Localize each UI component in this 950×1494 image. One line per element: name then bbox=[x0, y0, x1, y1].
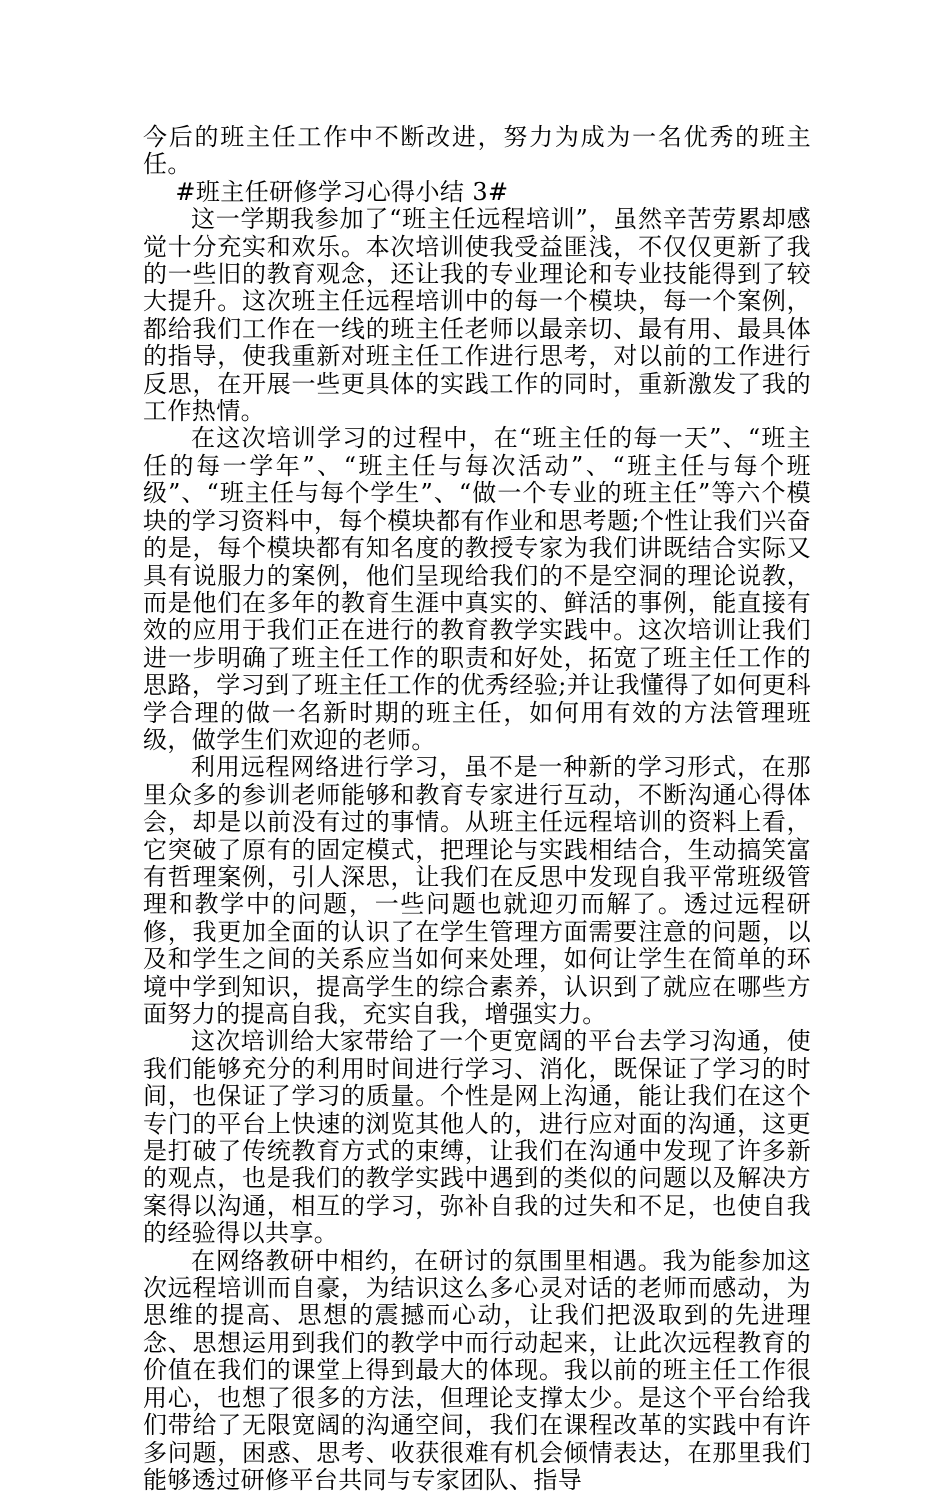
paragraph: 在这次培训学习的过程中，在“班主任的每一天”、“班主任的每一学年”、“班主任与每次活动”、“班主任与每个班级”、“班主任与每个学生”、“做一个专业的班主任”等六个模块的学习资料中，每个模块都有作业和思考题;个性让我们兴奋的是，每个模块都有知名度的教授专家为我们讲既结合实际又具有说服力的案例，他们呈现给我们的不是空洞的理论说教，而是他们在多年的教育生涯中真实的、鲜活的事例，能直接有效的应用于我们正在进行的教育教学实践中。这次培训让我们进一步明确了班主任工作的职责和好处，拓宽了班主任工作的思路，学习到了班主任工作的优秀经验;并让我懂得了如何更科学合理的做一名新时期的班主任，如何用有效的方法管理班级，做学生们欢迎的老师。 bbox=[143, 424, 811, 754]
paragraph: 这次培训给大家带给了一个更宽阔的平台去学习沟通，使我们能够充分的利用时间进行学习、消化，既保证了学习的时间，也保证了学习的质量。个性是网上沟通，能让我们在这个专门的平台上快速的浏览其他人的，进行应对面的沟通，这更是打破了传统教育方式的束缚，让我们在沟通中发现了许多新的观点，也是我们的教学实践中遇到的类似的问题以及解决方案得以沟通，相互的学习，弥补自我的过失和不足，也使自我的经验得以共享。 bbox=[143, 1027, 811, 1248]
paragraph: 这一学期我参加了“班主任远程培训”，虽然辛苦劳累却感觉十分充实和欢乐。本次培训使我受益匪浅，不仅仅更新了我的一些旧的教育观念，还让我的专业理论和专业技能得到了较大提升。这次班主任远程培训中的每一个模块，每一个案例，都给我们工作在一线的班主任老师以最亲切、最有用、最具体的指导，使我重新对班主任工作进行思考，对以前的工作进行反思，在开展一些更具体的实践工作的同时，重新激发了我的工作热情。 bbox=[143, 205, 811, 426]
document-body bbox=[143, 124, 811, 1494]
paragraph: 利用远程网络进行学习，虽不是一种新的学习形式，在那里众多的参训老师能够和教育专家进行互动，不断沟通心得体会，却是以前没有过的事情。从班主任远程培训的资料上看，它突破了原有的固定模式，把理论与实践相结合，生动搞笑富有哲理案例，引人深思，让我们在反思中发现自我平常班级管理和教学中的问题，一些问题也就迎刃而解了。透过远程研修，我更加全面的认识了在学生管理方面需要注意的问题，以及和学生之间的关系应当如何来处理，如何让学生在简单的环境中学到知识，提高学生的综合素养，认识到了就应在哪些方面努力的提高自我，充实自我，增强实力。 bbox=[143, 753, 811, 1028]
continuation-paragraph: 今后的班主任工作中不断改进，努力为成为一名优秀的班主任。 bbox=[143, 123, 811, 179]
paragraph: 在网络教研中相约，在研讨的氛围里相遇。我为能参加这次远程培训而自豪，为结识这么多心灵对话的老师而感动，为思维的提高、思想的震撼而心动，让我们把汲取到的先进理念、思想运用到我们的教学中而行动起来，让此次远程教育的价值在我们的课堂上得到最大的体现。我以前的班主任工作很用心，也想了很多的方法，但理论支撑太少。是这个平台给我们带给了无限宽阔的沟通空间，我们在课程改革的实践中有许多问题，困惑、思考、收获很难有机会倾情表达，在那里我们能够透过研修平台共同与专家团队、指导 bbox=[143, 1246, 811, 1494]
section-heading: #班主任研修学习心得小结 3# bbox=[175, 177, 509, 206]
